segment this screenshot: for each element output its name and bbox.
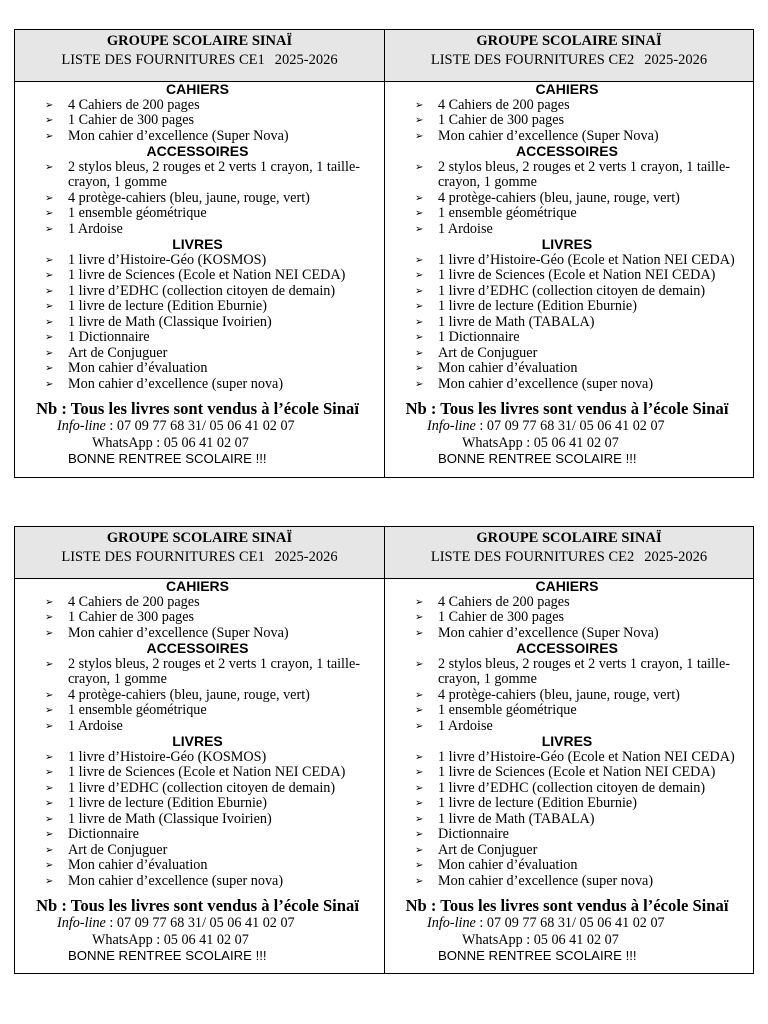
section-title: ACCESSOIRES <box>516 640 618 656</box>
list-item <box>385 361 749 377</box>
item-list <box>15 253 380 393</box>
item-text: 1 livre de Sciences (Ecole et Nation NEI CEDA) <box>438 267 716 283</box>
item-text: 1 Cahier de 300 pages <box>68 609 195 625</box>
arrow-bullet-icon: ➢ <box>45 596 54 608</box>
item-text: 1 ensemble géométrique <box>438 702 577 718</box>
list-title: LISTE DES FOURNITURES CE2 <box>430 549 635 565</box>
list-item <box>385 315 749 331</box>
info-line <box>15 915 380 932</box>
list-item <box>15 858 380 874</box>
info-line-numbers: : 07 09 77 68 31/ 05 06 41 02 07 <box>105 418 295 434</box>
item-text: Art de Conjuguer <box>68 841 168 858</box>
card-header <box>15 527 384 579</box>
list-item <box>15 299 380 315</box>
list-item <box>385 843 749 859</box>
arrow-bullet-icon: ➢ <box>415 270 424 281</box>
arrow-bullet-icon: ➢ <box>45 270 54 281</box>
nb-note: Nb : Tous les livres sont vendus à l’école Sinaï <box>36 896 359 915</box>
arrow-bullet-icon: ➢ <box>415 301 424 312</box>
item-text: Art de Conjuguer <box>438 841 538 858</box>
arrow-bullet-icon: ➢ <box>415 844 424 856</box>
list-item <box>385 299 749 315</box>
item-text: 1 livre d’EDHC (collection citoyen de demain) <box>68 282 336 299</box>
item-text: 1 Dictionnaire <box>68 329 150 345</box>
list-item <box>385 827 749 843</box>
arrow-bullet-icon: ➢ <box>415 860 424 871</box>
list-item <box>15 284 380 300</box>
arrow-bullet-icon: ➢ <box>415 782 424 794</box>
list-item <box>385 874 749 890</box>
item-text: Mon cahier d’excellence (Super Nova) <box>438 127 659 144</box>
arrow-bullet-icon: ➢ <box>45 705 54 716</box>
arrow-bullet-icon: ➢ <box>415 363 424 374</box>
item-text: 1 Cahier de 300 pages <box>438 609 565 625</box>
nb-note: Nb : Tous les livres sont vendus à l’école Sinaï <box>36 399 359 418</box>
card-header <box>15 30 384 82</box>
list-item <box>385 703 749 719</box>
list-title: LISTE DES FOURNITURES CE1 <box>61 52 265 68</box>
item-text: Mon cahier d’excellence (Super Nova) <box>68 127 289 144</box>
arrow-bullet-icon: ➢ <box>415 798 424 809</box>
item-list <box>385 750 749 890</box>
list-title-line <box>15 547 384 568</box>
whatsapp-line: WhatsApp : 05 06 41 02 07 <box>462 434 619 451</box>
item-text: 1 ensemble géométrique <box>68 702 207 718</box>
arrow-bullet-icon: ➢ <box>45 689 54 701</box>
arrow-bullet-icon: ➢ <box>415 767 424 778</box>
arrow-bullet-icon: ➢ <box>45 115 54 126</box>
info-line-label: Info-line <box>427 915 476 931</box>
arrow-bullet-icon: ➢ <box>45 658 54 670</box>
whatsapp-line: WhatsApp : 05 06 41 02 07 <box>462 931 619 948</box>
arrow-bullet-icon: ➢ <box>415 751 424 763</box>
section-title: LIVRES <box>541 236 593 252</box>
item-text: 1 Cahier de 300 pages <box>438 112 565 128</box>
section-title: LIVRES <box>541 733 593 749</box>
item-text: 1 Ardoise <box>438 717 493 734</box>
list-item <box>385 688 749 704</box>
item-text: Mon cahier d’excellence (Super Nova) <box>438 624 659 641</box>
list-item <box>385 812 749 828</box>
arrow-bullet-icon: ➢ <box>45 782 54 794</box>
arrow-bullet-icon: ➢ <box>45 285 54 297</box>
item-text: 4 protège-cahiers (bleu, jaune, rouge, vert) <box>438 189 680 206</box>
item-text: 4 Cahiers de 200 pages <box>438 593 570 610</box>
list-item <box>15 657 380 688</box>
school-name: GROUPE SCOLAIRE SINAÏ <box>476 530 662 546</box>
item-text: Mon cahier d’évaluation <box>68 857 208 873</box>
item-text: Mon cahier d’évaluation <box>438 857 578 873</box>
list-title: LISTE DES FOURNITURES CE2 <box>430 52 635 68</box>
arrow-bullet-icon: ➢ <box>45 875 54 887</box>
arrow-bullet-icon: ➢ <box>45 798 54 809</box>
item-text: 1 livre d’Histoire-Géo (KOSMOS) <box>68 251 267 268</box>
arrow-bullet-icon: ➢ <box>45 813 54 825</box>
whatsapp-line: WhatsApp : 05 06 41 02 07 <box>92 931 249 948</box>
list-item <box>15 796 380 812</box>
school-name: GROUPE SCOLAIRE SINAÏ <box>476 33 662 49</box>
list-item <box>15 719 380 735</box>
arrow-bullet-icon: ➢ <box>415 829 424 840</box>
item-text: 1 livre de lecture (Edition Eburnie) <box>68 795 267 811</box>
list-item <box>15 703 380 719</box>
info-line-numbers: : 07 09 77 68 31/ 05 06 41 02 07 <box>105 915 295 931</box>
item-text: 1 livre de lecture (Edition Eburnie) <box>438 795 637 811</box>
item-text: 1 livre de Sciences (Ecole et Nation NEI CEDA) <box>68 267 346 283</box>
list-item <box>385 626 749 642</box>
school-year: 2025-2026 <box>644 52 708 68</box>
arrow-bullet-icon: ➢ <box>415 192 424 204</box>
arrow-bullet-icon: ➢ <box>415 99 424 111</box>
arrow-bullet-icon: ➢ <box>45 316 54 328</box>
item-list <box>15 595 380 642</box>
item-text: 4 Cahiers de 200 pages <box>438 96 570 113</box>
item-text: Art de Conjuguer <box>438 344 538 361</box>
list-item <box>15 98 380 114</box>
list-item <box>385 113 749 129</box>
item-text: 1 Dictionnaire <box>438 329 520 345</box>
section-title: CAHIERS <box>165 578 229 594</box>
arrow-bullet-icon: ➢ <box>45 192 54 204</box>
arrow-bullet-icon: ➢ <box>415 316 424 328</box>
item-text: Mon cahier d’excellence (super nova) <box>438 872 654 889</box>
list-item <box>15 113 380 129</box>
sections <box>385 82 749 392</box>
arrow-bullet-icon: ➢ <box>415 705 424 716</box>
item-text: 1 livre de Math (Classique Ivoirien) <box>68 810 272 827</box>
list-item <box>15 191 380 207</box>
item-list <box>15 98 380 145</box>
list-item <box>15 843 380 859</box>
supply-list-card <box>15 527 384 973</box>
list-title-line <box>385 547 753 568</box>
sections <box>15 579 380 889</box>
school-name: GROUPE SCOLAIRE SINAÏ <box>106 530 293 546</box>
arrow-bullet-icon: ➢ <box>45 860 54 871</box>
item-text: 1 ensemble géométrique <box>438 205 577 221</box>
item-text: 4 Cahiers de 200 pages <box>68 593 200 610</box>
item-text: 4 Cahiers de 200 pages <box>68 96 200 113</box>
list-item <box>15 595 380 611</box>
arrow-bullet-icon: ➢ <box>415 254 424 266</box>
arrow-bullet-icon: ➢ <box>45 254 54 266</box>
arrow-bullet-icon: ➢ <box>45 332 54 343</box>
supply-list-card <box>15 30 384 477</box>
item-text: 1 Cahier de 300 pages <box>68 112 195 128</box>
arrow-bullet-icon: ➢ <box>415 612 424 623</box>
list-item <box>385 222 749 238</box>
list-item <box>385 858 749 874</box>
list-item <box>385 98 749 114</box>
card-body <box>15 82 384 468</box>
section-title: LIVRES <box>172 236 223 252</box>
arrow-bullet-icon: ➢ <box>45 844 54 856</box>
list-item <box>15 268 380 284</box>
item-text: Mon cahier d’évaluation <box>68 360 208 376</box>
card-body <box>15 579 384 965</box>
item-text: Mon cahier d’excellence (Super Nova) <box>68 624 289 641</box>
greeting: BONNE RENTREE SCOLAIRE !!! <box>68 948 267 963</box>
list-item <box>15 610 380 626</box>
arrow-bullet-icon: ➢ <box>45 751 54 763</box>
list-item <box>385 796 749 812</box>
arrow-bullet-icon: ➢ <box>45 612 54 623</box>
arrow-bullet-icon: ➢ <box>45 378 54 390</box>
arrow-bullet-icon: ➢ <box>45 161 54 173</box>
info-line-label: Info-line <box>57 915 106 931</box>
item-text: 4 protège-cahiers (bleu, jaune, rouge, vert) <box>68 686 310 703</box>
arrow-bullet-icon: ➢ <box>415 627 424 639</box>
item-text: Mon cahier d’excellence (super nova) <box>68 872 284 889</box>
list-item <box>15 626 380 642</box>
list-item <box>15 253 380 269</box>
item-text: 4 protège-cahiers (bleu, jaune, rouge, vert) <box>68 189 310 206</box>
list-item <box>385 253 749 269</box>
info-line-numbers: : 07 09 77 68 31/ 05 06 41 02 07 <box>475 915 665 931</box>
arrow-bullet-icon: ➢ <box>45 99 54 111</box>
school-year: 2025-2026 <box>644 549 708 565</box>
item-text: Dictionnaire <box>68 826 139 842</box>
supply-sheet-bottom <box>14 526 754 974</box>
arrow-bullet-icon: ➢ <box>415 813 424 825</box>
item-text: 1 ensemble géométrique <box>68 205 207 221</box>
arrow-bullet-icon: ➢ <box>415 596 424 608</box>
list-title-line <box>15 50 384 71</box>
item-text: Mon cahier d’excellence (super nova) <box>68 375 284 392</box>
list-item <box>385 765 749 781</box>
info-line <box>15 418 380 435</box>
list-item <box>385 750 749 766</box>
item-text: 2 stylos bleus, 2 rouges et 2 verts 1 crayon, 1 taille-crayon, 1 gomme <box>438 158 730 190</box>
arrow-bullet-icon: ➢ <box>45 223 54 235</box>
card-body <box>385 82 753 468</box>
arrow-bullet-icon: ➢ <box>415 208 424 219</box>
info-line <box>385 418 749 435</box>
list-item <box>15 688 380 704</box>
supply-sheet-top <box>14 29 754 478</box>
section-title: CAHIERS <box>535 81 599 97</box>
list-title: LISTE DES FOURNITURES CE1 <box>61 549 265 565</box>
greeting: BONNE RENTREE SCOLAIRE !!! <box>438 948 637 963</box>
item-list <box>15 750 380 890</box>
list-item <box>385 377 749 393</box>
list-item <box>385 160 749 191</box>
whatsapp-line: WhatsApp : 05 06 41 02 07 <box>92 434 249 451</box>
item-list <box>385 160 749 238</box>
list-item <box>15 874 380 890</box>
arrow-bullet-icon: ➢ <box>415 720 424 732</box>
list-item <box>15 330 380 346</box>
list-item <box>15 377 380 393</box>
list-item <box>385 595 749 611</box>
card-body <box>385 579 753 965</box>
list-item <box>15 750 380 766</box>
info-line-label: Info-line <box>57 418 106 434</box>
item-text: Mon cahier d’excellence (super nova) <box>438 375 654 392</box>
item-text: 1 livre d’Histoire-Géo (Ecole et Nation NEI CEDA) <box>438 251 735 268</box>
arrow-bullet-icon: ➢ <box>415 689 424 701</box>
item-list <box>385 253 749 393</box>
arrow-bullet-icon: ➢ <box>45 130 54 142</box>
arrow-bullet-icon: ➢ <box>415 161 424 173</box>
item-list <box>385 657 749 735</box>
arrow-bullet-icon: ➢ <box>415 130 424 142</box>
item-text: 1 Ardoise <box>68 220 123 237</box>
item-list <box>385 98 749 145</box>
item-text: 1 livre de Math (Classique Ivoirien) <box>68 313 272 330</box>
arrow-bullet-icon: ➢ <box>45 347 54 359</box>
list-item <box>15 781 380 797</box>
item-text: 2 stylos bleus, 2 rouges et 2 verts 1 crayon, 1 taille-crayon, 1 gomme <box>68 158 360 190</box>
supply-list-card <box>384 527 753 973</box>
list-item <box>385 657 749 688</box>
list-item <box>385 330 749 346</box>
list-item <box>15 129 380 145</box>
sections <box>385 579 749 889</box>
sections <box>15 82 380 392</box>
list-item <box>15 315 380 331</box>
item-text: Mon cahier d’évaluation <box>438 360 578 376</box>
arrow-bullet-icon: ➢ <box>415 347 424 359</box>
item-text: Art de Conjuguer <box>68 344 168 361</box>
school-year: 2025-2026 <box>274 549 338 565</box>
section-title: CAHIERS <box>535 578 599 594</box>
section-title: ACCESSOIRES <box>516 143 618 159</box>
item-text: 2 stylos bleus, 2 rouges et 2 verts 1 crayon, 1 taille-crayon, 1 gomme <box>438 655 730 687</box>
list-item <box>385 191 749 207</box>
arrow-bullet-icon: ➢ <box>415 285 424 297</box>
item-text: 1 livre d’EDHC (collection citoyen de demain) <box>68 779 336 796</box>
arrow-bullet-icon: ➢ <box>415 332 424 343</box>
list-item <box>385 610 749 626</box>
arrow-bullet-icon: ➢ <box>415 223 424 235</box>
list-item <box>385 284 749 300</box>
info-line-label: Info-line <box>427 418 476 434</box>
item-text: 1 livre de lecture (Edition Eburnie) <box>68 298 267 314</box>
list-item <box>15 361 380 377</box>
arrow-bullet-icon: ➢ <box>415 658 424 670</box>
item-text: 1 livre d’Histoire-Géo (KOSMOS) <box>68 748 267 765</box>
item-text: 1 Ardoise <box>438 220 493 237</box>
item-text: 1 livre de lecture (Edition Eburnie) <box>438 298 637 314</box>
card-header <box>385 527 753 579</box>
school-year: 2025-2026 <box>274 52 338 68</box>
list-item <box>385 346 749 362</box>
list-item <box>385 268 749 284</box>
list-item <box>385 719 749 735</box>
arrow-bullet-icon: ➢ <box>45 627 54 639</box>
item-text: 1 livre d’EDHC (collection citoyen de demain) <box>438 282 706 299</box>
list-item <box>15 222 380 238</box>
nb-note: Nb : Tous les livres sont vendus à l’école Sinaï <box>405 399 729 418</box>
item-list <box>385 595 749 642</box>
item-text: 2 stylos bleus, 2 rouges et 2 verts 1 crayon, 1 taille-crayon, 1 gomme <box>68 655 360 687</box>
arrow-bullet-icon: ➢ <box>45 767 54 778</box>
section-title: CAHIERS <box>165 81 229 97</box>
info-line-numbers: : 07 09 77 68 31/ 05 06 41 02 07 <box>475 418 665 434</box>
arrow-bullet-icon: ➢ <box>45 208 54 219</box>
item-text: 1 livre de Sciences (Ecole et Nation NEI CEDA) <box>438 764 716 780</box>
list-item <box>385 781 749 797</box>
item-text: 1 livre d’Histoire-Géo (Ecole et Nation NEI CEDA) <box>438 748 735 765</box>
item-text: 1 livre de Math (TABALA) <box>438 313 595 330</box>
supply-list-card <box>384 30 753 477</box>
card-header <box>385 30 753 82</box>
arrow-bullet-icon: ➢ <box>415 115 424 126</box>
list-item <box>15 160 380 191</box>
info-line <box>385 915 749 932</box>
item-text: 4 protège-cahiers (bleu, jaune, rouge, vert) <box>438 686 680 703</box>
arrow-bullet-icon: ➢ <box>45 720 54 732</box>
arrow-bullet-icon: ➢ <box>415 875 424 887</box>
section-title: ACCESSOIRES <box>146 143 249 159</box>
list-item <box>15 346 380 362</box>
list-item <box>385 129 749 145</box>
school-name: GROUPE SCOLAIRE SINAÏ <box>106 33 293 49</box>
list-item <box>15 206 380 222</box>
list-item <box>15 827 380 843</box>
item-text: 1 Ardoise <box>68 717 123 734</box>
greeting: BONNE RENTREE SCOLAIRE !!! <box>68 451 267 466</box>
list-item <box>15 812 380 828</box>
list-item <box>15 765 380 781</box>
item-text: 1 livre de Math (TABALA) <box>438 810 595 827</box>
greeting: BONNE RENTREE SCOLAIRE !!! <box>438 451 637 466</box>
item-text: 1 livre d’EDHC (collection citoyen de demain) <box>438 779 706 796</box>
item-list <box>15 657 380 735</box>
item-list <box>15 160 380 238</box>
section-title: LIVRES <box>172 733 223 749</box>
list-title-line <box>385 50 753 71</box>
arrow-bullet-icon: ➢ <box>45 829 54 840</box>
list-item <box>385 206 749 222</box>
arrow-bullet-icon: ➢ <box>415 378 424 390</box>
item-text: Dictionnaire <box>438 826 509 842</box>
nb-note: Nb : Tous les livres sont vendus à l’école Sinaï <box>405 896 729 915</box>
section-title: ACCESSOIRES <box>146 640 249 656</box>
item-text: 1 livre de Sciences (Ecole et Nation NEI CEDA) <box>68 764 346 780</box>
arrow-bullet-icon: ➢ <box>45 363 54 374</box>
arrow-bullet-icon: ➢ <box>45 301 54 312</box>
